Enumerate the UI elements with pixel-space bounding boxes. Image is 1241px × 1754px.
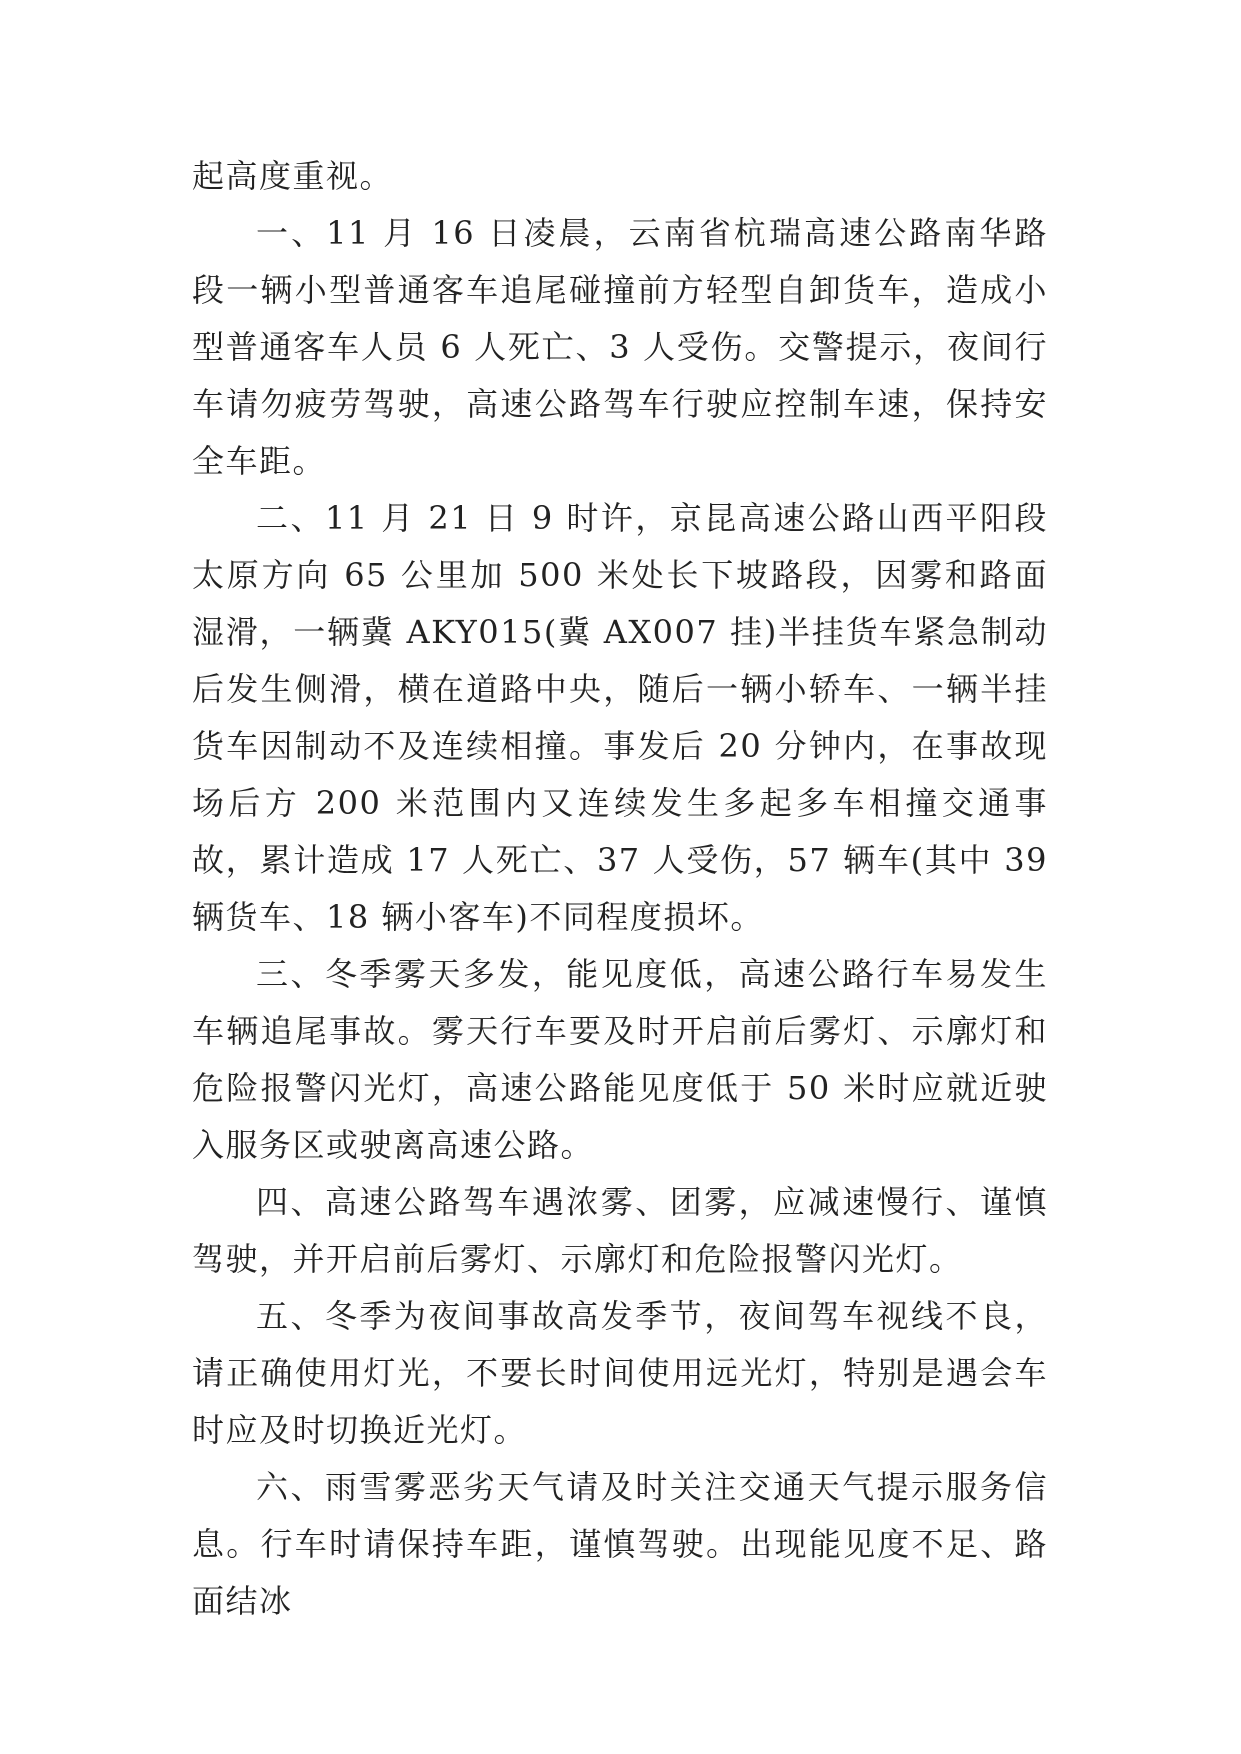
paragraph-item-4: 四、高速公路驾车遇浓雾、团雾，应减速慢行、谨慎驾驶，并开启前后雾灯、示廓灯和危险报警闪光灯。 bbox=[192, 1183, 1048, 1278]
document-body bbox=[192, 148, 1048, 1630]
paragraph-item-3: 三、冬季雾天多发，能见度低，高速公路行车易发生车辆追尾事故。雾天行车要及时开启前后雾灯、示廓灯和危险报警闪光灯，高速公路能见度低于 50 米时应就近驶入服务区或驶离高速公路。 bbox=[192, 955, 1048, 1164]
paragraph-item-6: 六、雨雪雾恶劣天气请及时关注交通天气提示服务信息。行车时请保持车距，谨慎驾驶。出现能见度不足、路面结冰 bbox=[192, 1468, 1048, 1620]
paragraph-item-5: 五、冬季为夜间事故高发季节，夜间驾车视线不良，请正确使用灯光，不要长时间使用远光灯，特别是遇会车时应及时切换近光灯。 bbox=[192, 1297, 1048, 1449]
paragraph-continuation: 起高度重视。 bbox=[192, 157, 394, 195]
paragraph-item-2: 二、11 月 21 日 9 时许，京昆高速公路山西平阳段太原方向 65 公里加 500 米处长下坡路段，因雾和路面湿滑，一辆冀 AKY015(冀 AX007 挂)半挂货车紧急制动后发生侧滑，横在道路中央，随后一辆小轿车、一辆半挂货车因制动不及连续相撞。事发后 20 分钟内，在事故现场后方 200 米范围内又连续发生多起多车相撞交通事故，累计造成 17 人死亡、37 人受伤，57 辆车(其中 39 辆货车、18 辆小客车)不同程度损坏。 bbox=[192, 499, 1048, 936]
paragraph-item-1: 一、11 月 16 日凌晨，云南省杭瑞高速公路南华路段一辆小型普通客车追尾碰撞前方轻型自卸货车，造成小型普通客车人员 6 人死亡、3 人受伤。交警提示，夜间行车请勿疲劳驾驶，高速公路驾车行驶应控制车速，保持安全车距。 bbox=[192, 214, 1048, 480]
